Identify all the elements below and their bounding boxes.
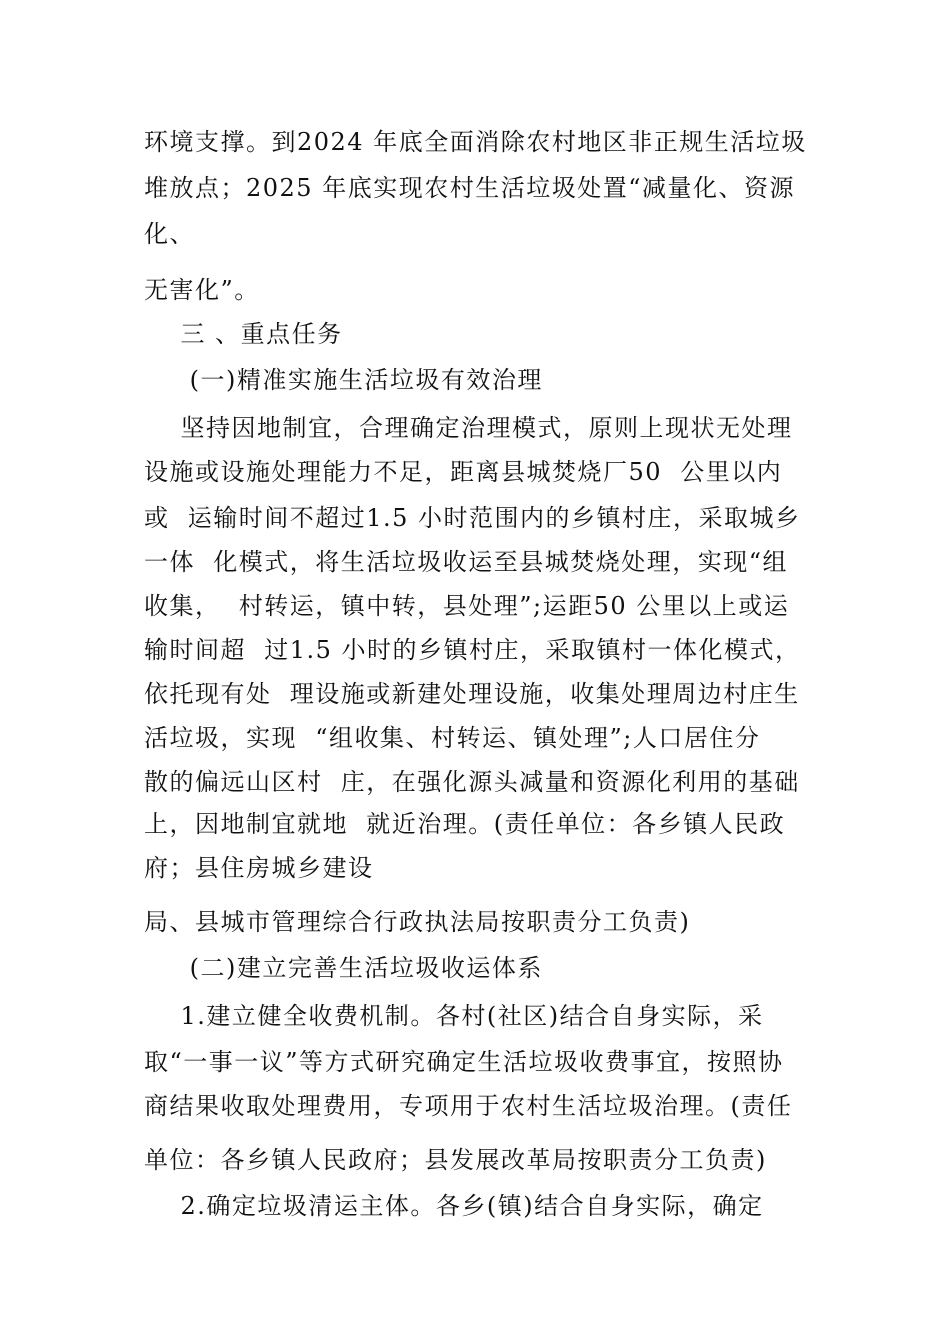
text-line: 2.确定垃圾清运主体。各乡(镇)结合自身实际，确定 xyxy=(144,1192,764,1220)
text-line: 单位：各乡镇人民政府；县发展改革局按职责分工负责) xyxy=(144,1146,767,1174)
subsection-heading: (一)精准实施生活垃圾有效治理 xyxy=(144,366,543,394)
text-line: 设施或设施处理能力不足，距离县城焚烧厂50 公里以内 xyxy=(144,458,783,486)
text-line: 环境支撑。到2024 年底全面消除农村地区非正规生活垃圾 xyxy=(144,128,807,156)
text-line: 或 运输时间不超过1.5 小时范围内的乡镇村庄，采取城乡 xyxy=(144,504,801,532)
text-line: 依托现有处 理设施或新建处理设施，收集处理周边村庄生 xyxy=(144,680,800,708)
text-line: 府；县住房城乡建设 xyxy=(144,854,374,882)
text-line: 取“一事一议”等方式研究确定生活垃圾收费事宜，按照协 xyxy=(144,1048,784,1076)
text-line: 堆放点；2025 年底实现农村生活垃圾处置“减量化、资源 xyxy=(144,174,795,202)
text-line: 局、县城市管理综合行政执法局按职责分工负责) xyxy=(144,908,691,936)
text-line: 无害化”。 xyxy=(144,276,260,304)
text-line: 收集， 村转运，镇中转，县处理”;运距50 公里以上或运 xyxy=(144,592,790,620)
text-line: 上，因地制宜就地 就近治理。(责任单位：各乡镇人民政 xyxy=(144,810,786,838)
text-line: 输时间超 过1.5 小时的乡镇村庄，采取镇村一体化模式， xyxy=(144,636,801,664)
section-heading: 三 、重点任务 xyxy=(144,320,343,348)
text-line: 商结果收取处理费用，专项用于农村生活垃圾治理。(责任 xyxy=(144,1092,793,1120)
subsection-heading: (二)建立完善生活垃圾收运体系 xyxy=(144,954,543,982)
text-line: 散的偏远山区村 庄，在强化源头减量和资源化利用的基础 xyxy=(144,768,800,796)
text-line: 1.建立健全收费机制。各村(社区)结合自身实际，采 xyxy=(144,1002,764,1030)
text-line: 坚持因地制宜，合理确定治理模式，原则上现状无处理 xyxy=(144,414,793,442)
text-line: 化、 xyxy=(144,220,195,248)
text-line: 活垃圾，实现 “组收集、村转运、镇处理”;人口居住分 xyxy=(144,724,761,752)
text-line: 一体 化模式，将生活垃圾收运至县城焚烧处理，实现“组 xyxy=(144,548,789,576)
